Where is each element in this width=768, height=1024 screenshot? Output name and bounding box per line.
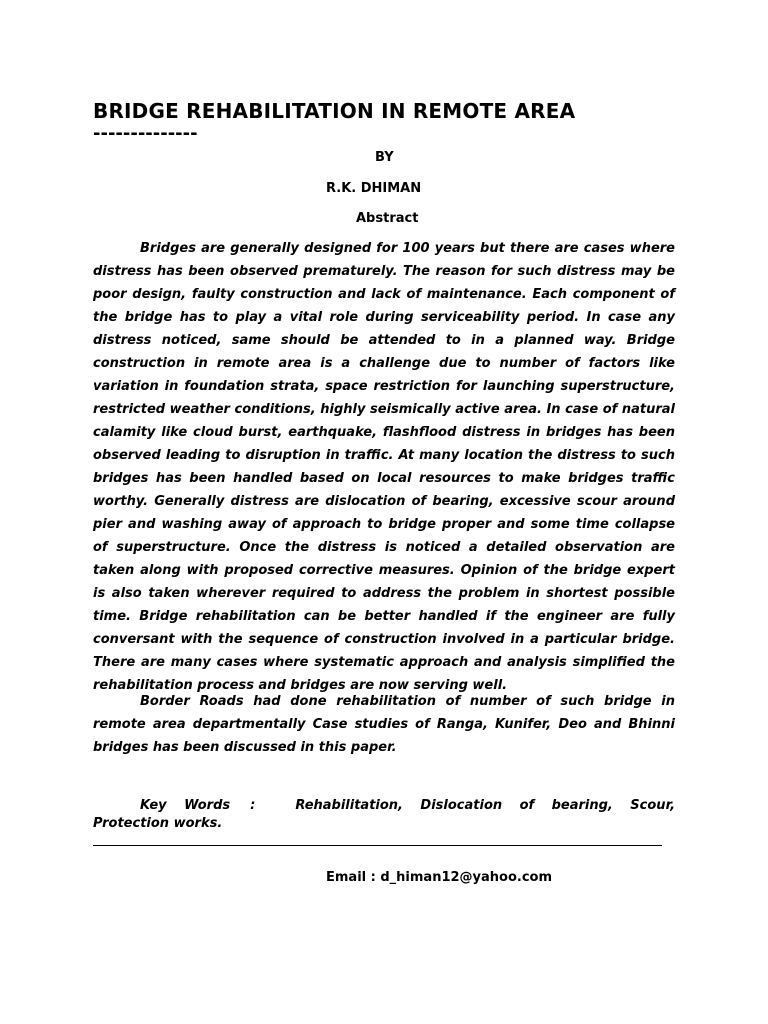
- keywords-line: [93, 797, 675, 833]
- author-name: R.K. DHIMAN: [326, 181, 422, 196]
- keywords-label: Key Words: [140, 798, 231, 813]
- abstract-paragraph-2: Border Roads had done rehabilitation of number of such bridge in remote area departmentally Case studies of Ranga, Kunifer, Deo and Bhinni bridges has been discussed in this paper.: [93, 694, 675, 755]
- email-line: Email : d_himan12@yahoo.com: [326, 870, 553, 885]
- keywords-separator: :: [250, 798, 256, 813]
- abstract-paragraph-1: Bridges are generally designed for 100 years but there are cases where distress has been observed prematurely. The reason for such distress may be poor design, faulty construction and lack of maintenance. Each component of the bridge has to play a vital role during serviceability period. In case any distress noticed, same should be attended to in a planned way. Bridge construction in remote area is a challenge due to number of factors like variation in foundation strata, space restriction for launching superstructure, restricted weather conditions, highly seismically active area. In case of natural calamity like cloud burst, earthquake, flashflood distress in bridges has been observed leading to disruption in traffic. At many location the distress to such bridges has been handled based on local resources to make bridges traffic worthy. Generally distress are dislocation of bearing, excessive scour around pier and washing away of approach to bridge proper and some time collapse of superstructure. Once the distress is noticed a detailed observation are taken along with proposed corrective measures. Opinion of the bridge expert is also taken wherever required to address the problem in shortest possible time. Bridge rehabilitation can be better handled if the engineer are fully conversant with the sequence of construction involved in a particular bridge. There are many cases where systematic approach and analysis simplified the rehabilitation process and bridges are now serving well.: [93, 241, 675, 693]
- separator-rule: [93, 845, 662, 846]
- abstract-heading: Abstract: [356, 211, 419, 226]
- by-label: BY: [375, 150, 394, 165]
- title-underline: --------------: [93, 123, 198, 144]
- keywords-value: Rehabilitation, Dislocation of bearing, Scour, Protection works.: [93, 798, 676, 831]
- paper-title: BRIDGE REHABILITATION IN REMOTE AREA: [93, 99, 576, 123]
